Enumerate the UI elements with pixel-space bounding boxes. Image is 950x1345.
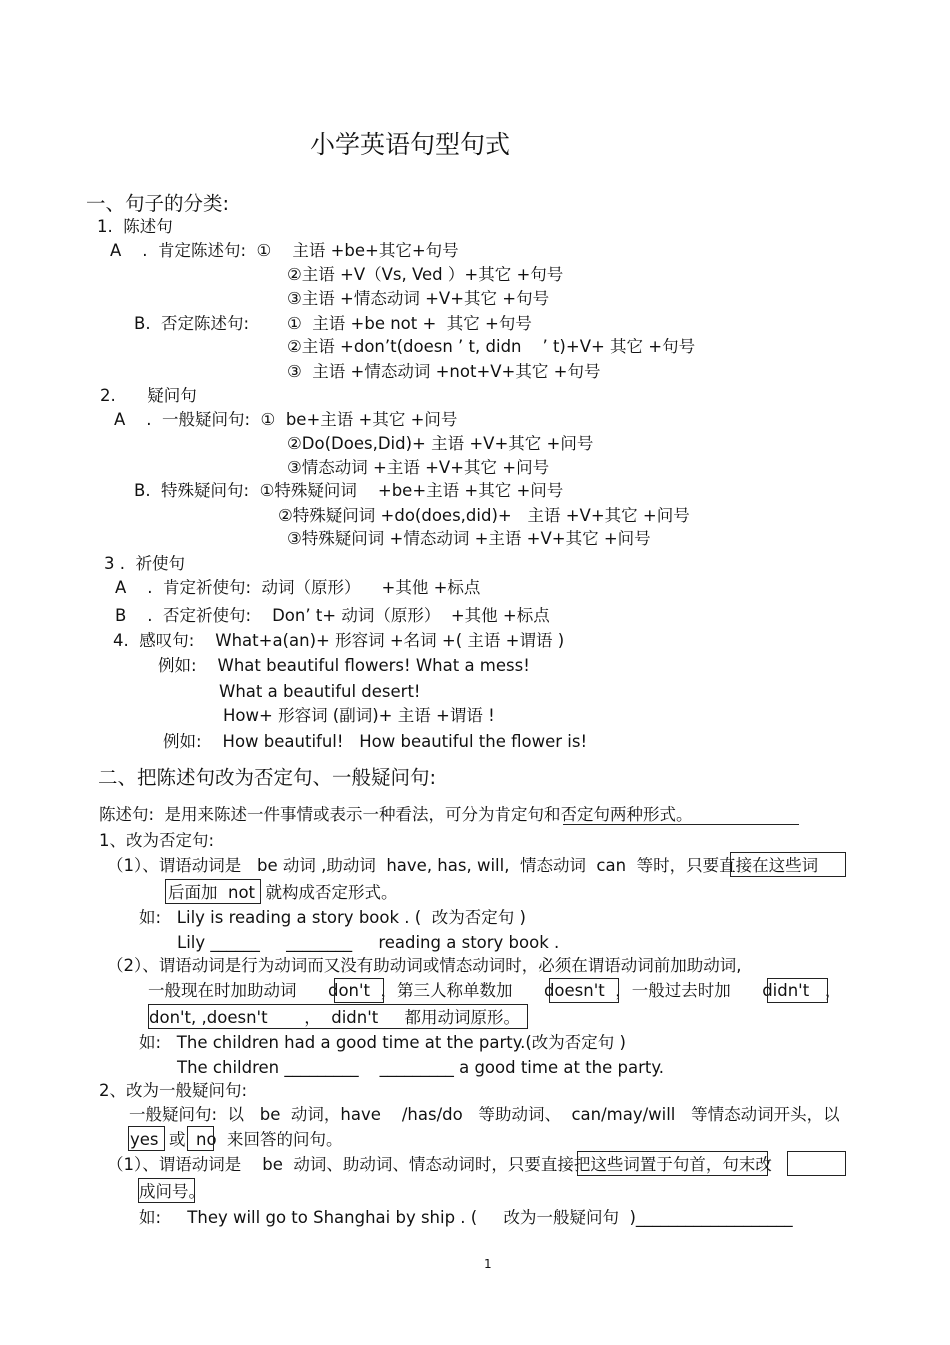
text-line: yes 或 no 来回答的问句。 bbox=[130, 1130, 343, 1149]
highlight-box bbox=[549, 978, 619, 1003]
text-line: 一般现在时加助动词 don't ，第三人称单数加 doesn't ，一般过去时加 didn't ， bbox=[148, 981, 842, 1000]
highlight-box bbox=[138, 1178, 195, 1203]
page-number: 1 bbox=[484, 1257, 492, 1271]
text-line: ②主语 +don’t(doesn ’ t, didn ’ t)+V+ 其它 +句号 bbox=[287, 337, 696, 356]
underline bbox=[563, 824, 799, 825]
text-line: ②Do(Does,Did)+ 主语 +V+其它 +问号 bbox=[287, 434, 594, 453]
text-line: 如: The children had a good time at the party.(改为否定句 ) bbox=[139, 1033, 626, 1052]
text-line: ③特殊疑问词 +情态动词 +主语 +V+其它 +问号 bbox=[287, 529, 651, 548]
text-line: ②主语 +V（Vs, Ved ）+其它 +句号 bbox=[287, 265, 564, 284]
text-line: A . 一般疑问句: ① be+主语 +其它 +问号 bbox=[114, 410, 458, 429]
text-line: don't, ,doesn't ， didn't 都用动词原形。 bbox=[149, 1008, 520, 1027]
text-line: ① 主语 +be not + 其它 +句号 bbox=[287, 314, 532, 333]
text-line: Lily ______ ________ reading a story book . bbox=[177, 933, 560, 952]
text-line: 3 . 祈使句 bbox=[104, 554, 185, 573]
text-line: （1）、谓语动词是 be 动词 ,助动词 have, has, will, 情态动词 can 等时，只要直接在这些词 bbox=[107, 856, 819, 875]
text-line: What a beautiful desert! bbox=[219, 682, 421, 701]
text-line: 成问号。 bbox=[139, 1182, 205, 1201]
section-heading-2: 二、把陈述句改为否定句、一般疑问句: bbox=[98, 766, 437, 789]
section-heading-1: 一、句子的分类: bbox=[86, 192, 230, 215]
highlight-box bbox=[767, 978, 828, 1003]
text-line: 例如: How beautiful! How beautiful the flower is! bbox=[163, 732, 588, 751]
text-line: 一般疑问句: 以 be 动词，have /has/do 等助动词、 can/may/will 等情态动词开头，以 bbox=[129, 1105, 840, 1124]
text-line: 2. 疑问句 bbox=[100, 386, 197, 405]
text-line: 2、改为一般疑问句: bbox=[99, 1081, 248, 1100]
page-title: 小学英语句型句式 bbox=[309, 130, 510, 159]
highlight-box bbox=[577, 1151, 768, 1176]
text-line: B . 否定祈使句: Don’ t+ 动词（原形） +其他 +标点 bbox=[115, 606, 550, 625]
text-line: 4. 感叹句: What+a(an)+ 形容词 +名词 +( 主语 +谓语 ) bbox=[113, 631, 565, 650]
highlight-box bbox=[128, 1126, 165, 1151]
highlight-box bbox=[148, 1004, 528, 1029]
text-line: （1）、谓语动词是 be 动词、助动词、情态动词时，只要直接把这些词置于句首，句末改 bbox=[107, 1155, 772, 1174]
text-line: A . 肯定祈使句: 动词（原形） +其他 +标点 bbox=[115, 578, 481, 597]
highlight-box bbox=[165, 879, 261, 904]
text-line: ③情态动词 +主语 +V+其它 +问号 bbox=[287, 458, 550, 477]
text-line: ③主语 +情态动词 +V+其它 +句号 bbox=[287, 289, 550, 308]
text-line: 如: They will go to Shanghai by ship . ( 改为一般疑问句 )___________________ bbox=[139, 1208, 793, 1227]
text-line: B. 特殊疑问句: ①特殊疑问词 +be+主语 +其它 +问号 bbox=[134, 481, 564, 500]
highlight-box bbox=[787, 1151, 846, 1176]
text-line: 陈述句: 是用来陈述一件事情或表示一种看法，可分为肯定句和否定句两种形式。 bbox=[99, 805, 693, 824]
highlight-box bbox=[730, 852, 846, 877]
text-line: A . 肯定陈述句: ① 主语 +be+其它+句号 bbox=[110, 241, 459, 260]
text-line: （2）、谓语动词是行为动词而又没有助动词或情态动词时，必须在谓语动词前加助动词, bbox=[107, 956, 742, 975]
text-line: 后面加 not 就构成否定形式。 bbox=[168, 883, 398, 902]
text-line: The children _________ _________ a good time at the party. bbox=[177, 1058, 665, 1077]
text-line: 例如: What beautiful flowers! What a mess! bbox=[158, 656, 530, 675]
text-line: 1、改为否定句: bbox=[99, 831, 215, 850]
text-line: ③ 主语 +情态动词 +not+V+其它 +句号 bbox=[287, 362, 601, 381]
text-line: 1. 陈述句 bbox=[97, 217, 173, 236]
text-line: ②特殊疑问词 +do(does,did)+ 主语 +V+其它 +问号 bbox=[278, 506, 690, 525]
highlight-box bbox=[334, 978, 384, 1003]
highlight-box bbox=[187, 1126, 214, 1151]
text-line: 如: Lily is reading a story book . ( 改为否定句 ) bbox=[139, 908, 526, 927]
text-line: How+ 形容词 (副词)+ 主语 +谓语 ! bbox=[223, 706, 495, 725]
text-line: B. 否定陈述句: bbox=[134, 314, 250, 333]
